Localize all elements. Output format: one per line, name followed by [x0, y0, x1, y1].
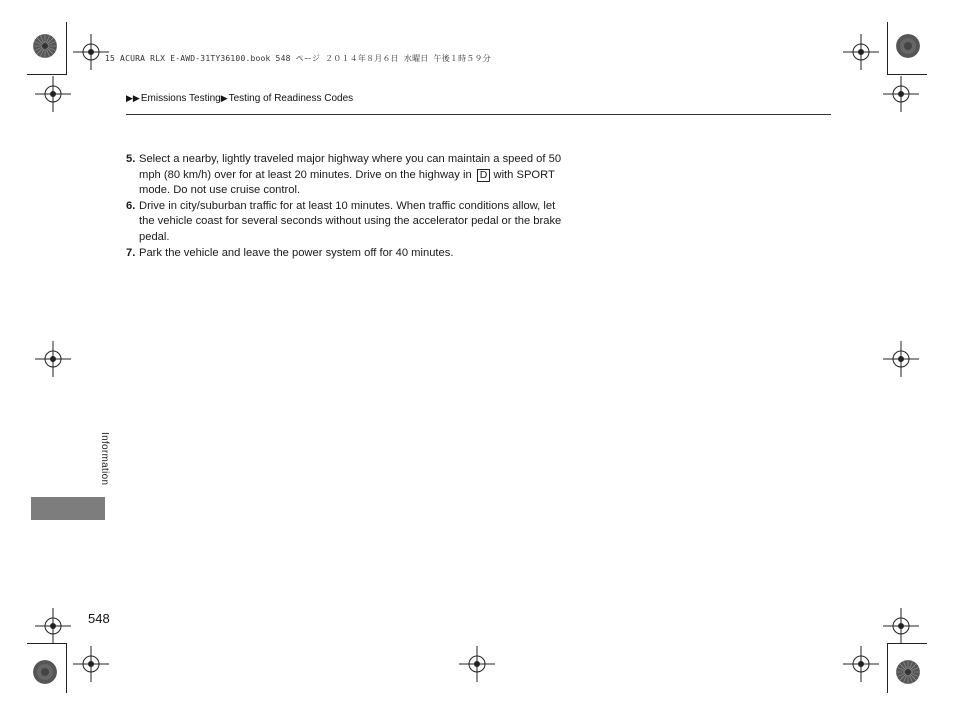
step-number: 6. [126, 199, 136, 212]
breadcrumb-double-arrow-icon: ▶▶ [126, 93, 140, 103]
header-divider [126, 114, 831, 115]
crop-mark [887, 643, 888, 693]
crop-mark [887, 22, 888, 74]
breadcrumb [126, 93, 353, 104]
step-text-part: Select a nearby, lightly traveled major highway where you can maintain a speed of 50 mph (80 km/h) over for at least 20 minutes. Drive on the highway in [139, 153, 562, 181]
side-tab-marker [31, 497, 105, 520]
print-file-info: 15 ACURA RLX E-AWD-31TY36100.book 548 ページ ２０１４年８月６日 水曜日 午後１時５９分 [105, 54, 491, 63]
registration-mark-icon [73, 646, 109, 682]
breadcrumb-arrow-icon: ▶ [220, 93, 228, 103]
color-rosette-icon [33, 34, 57, 58]
step-7 [126, 246, 566, 262]
step-text: Drive in city/suburban traffic for at least 10 minutes. When traffic conditions allow, let the vehicle coast for several seconds without using the accelerator pedal or the brake pedal. [139, 199, 562, 243]
page-number: 548 [88, 611, 110, 626]
registration-mark-icon [843, 646, 879, 682]
step-number: 7. [126, 246, 136, 259]
registration-mark-icon [35, 608, 71, 644]
registration-mark-icon [883, 608, 919, 644]
step-text [139, 152, 566, 199]
step-5 [126, 152, 566, 199]
side-tab-label: Information [99, 432, 110, 486]
registration-mark-icon [843, 34, 879, 70]
breadcrumb-section: Emissions Testing [140, 93, 221, 104]
step-list [126, 152, 566, 261]
registration-mark-icon [73, 34, 109, 70]
crop-mark [66, 22, 67, 74]
registration-mark-icon [35, 76, 71, 112]
step-text: Park the vehicle and leave the power system off for 40 minutes. [139, 246, 454, 259]
crop-mark [27, 643, 67, 644]
step-text-part: with SPORT mode. Do not use cruise control. [139, 168, 555, 197]
registration-mark-icon [883, 76, 919, 112]
crop-mark [66, 643, 67, 693]
registration-mark-icon [883, 341, 919, 377]
step-6 [126, 199, 566, 246]
crop-mark [887, 74, 927, 75]
step-number: 5. [126, 153, 136, 165]
crop-mark [887, 643, 927, 644]
gear-d-icon: D [477, 169, 491, 182]
registration-mark-icon [459, 646, 495, 682]
registration-mark-icon [35, 341, 71, 377]
crop-mark [27, 74, 67, 75]
color-rosette-icon [896, 660, 920, 684]
color-rosette-icon [33, 660, 57, 684]
color-rosette-icon [896, 34, 920, 58]
breadcrumb-subsection: Testing of Readiness Codes [228, 93, 354, 104]
